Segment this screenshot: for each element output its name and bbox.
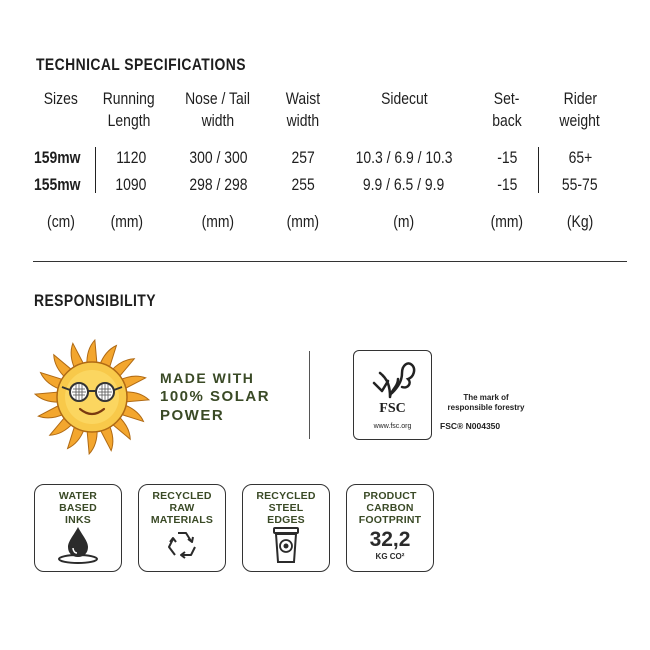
carbon-footprint-unit: KG CO² xyxy=(375,552,405,561)
water-drop-icon xyxy=(56,525,100,565)
header-nose-tail-width: Nose / Tail width xyxy=(185,89,251,130)
row-155mw-size: 155mw xyxy=(34,175,81,194)
row-159mw-waist: 257 xyxy=(291,148,315,167)
badge-product-carbon-footprint xyxy=(346,484,434,572)
unit-sidecut: (m) xyxy=(393,212,415,231)
unit-nose-tail: (mm) xyxy=(201,212,235,231)
badge-label: PRODUCT CARBON FOOTPRINT xyxy=(358,490,422,526)
badge-label: RECYCLED RAW MATERIALS xyxy=(150,490,214,526)
row-159mw-rider: 65+ xyxy=(568,148,592,167)
header-waist-width: Waist width xyxy=(285,89,321,130)
row-159mw-nose-tail: 300 / 300 xyxy=(188,148,248,167)
responsibility-title: RESPONSIBILITY xyxy=(34,291,156,310)
row-155mw-sidecut: 9.9 / 6.5 / 9.9 xyxy=(363,175,445,194)
header-sizes: Sizes xyxy=(43,89,79,108)
carbon-footprint-value: 32,2 xyxy=(369,528,411,551)
badge-recycled-steel-edges xyxy=(242,484,330,572)
technical-specifications-title: TECHNICAL SPECIFICATIONS xyxy=(36,55,246,74)
row-155mw-setback: -15 xyxy=(496,175,518,194)
row-159mw-setback: -15 xyxy=(496,148,518,167)
fsc-mark-text: The mark of responsible forestry xyxy=(447,393,525,412)
unit-running: (mm) xyxy=(110,212,144,231)
recycle-bin-icon xyxy=(268,525,304,565)
header-setback: Set- back xyxy=(492,89,522,130)
row-155mw-nose-tail: 298 / 298 xyxy=(188,175,248,194)
unit-rider: (Kg) xyxy=(566,212,594,231)
header-rider-weight: Rider weight xyxy=(559,89,601,130)
header-running-length: Running Length xyxy=(103,89,155,130)
row-155mw-waist: 255 xyxy=(291,175,315,194)
badge-label: WATER BASED INKS xyxy=(58,490,98,526)
unit-waist: (mm) xyxy=(286,212,320,231)
badge-recycled-raw-materials xyxy=(138,484,226,572)
row-159mw-running: 1120 xyxy=(116,148,146,167)
row-159mw-sidecut: 10.3 / 6.9 / 10.3 xyxy=(355,148,453,167)
header-sidecut: Sidecut xyxy=(380,89,428,108)
column-divider xyxy=(95,147,96,193)
column-divider xyxy=(538,147,539,193)
badge-label: RECYCLED STEEL EDGES xyxy=(256,490,316,526)
vertical-divider xyxy=(309,351,310,439)
fsc-logo-text: FSC xyxy=(379,401,406,416)
sun-with-glasses-icon xyxy=(32,337,152,457)
recycle-icon xyxy=(162,527,202,565)
row-159mw-size: 159mw xyxy=(34,148,81,167)
fsc-logo xyxy=(353,350,432,440)
unit-sizes: (cm) xyxy=(47,212,75,231)
solar-power-label: MADE WITH 100% SOLAR POWER xyxy=(160,370,271,424)
fsc-url: www.fsc.org xyxy=(373,423,412,430)
badge-water-based-inks xyxy=(34,484,122,572)
tree-check-icon xyxy=(368,357,418,401)
row-155mw-rider: 55-75 xyxy=(562,175,598,194)
section-divider xyxy=(33,261,627,262)
fsc-code: FSC® N004350 xyxy=(440,421,501,431)
row-155mw-running: 1090 xyxy=(115,175,147,194)
unit-setback: (mm) xyxy=(490,212,524,231)
